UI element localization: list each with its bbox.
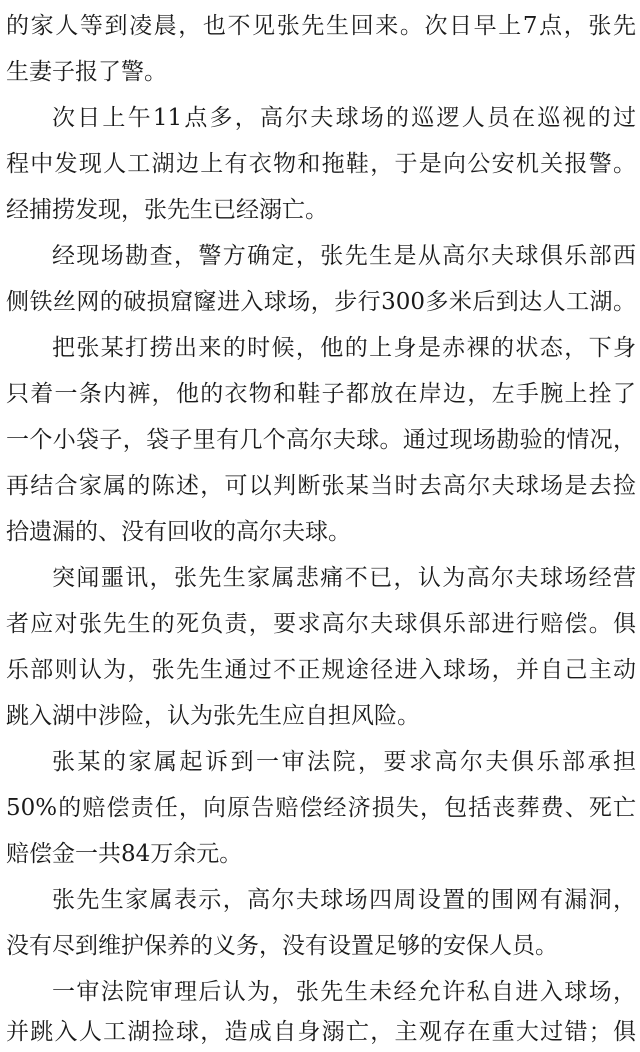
text-line: 50%的赔偿责任，向原告赔偿经济损失，包括丧葬费、死亡 [6,795,636,821]
text-line: 突闻噩讯，张先生家属悲痛不已，认为高尔夫球场经营 [52,565,636,591]
text-line: 程中发现人工湖边上有衣物和拖鞋，于是向公安机关报警。 [6,151,636,177]
text-line: 一审法院审理后认为，张先生未经允许私自进入球场， [52,979,636,1005]
text-line: 拾遗漏的、没有回收的高尔夫球。 [6,519,351,545]
text-line: 张先生家属表示，高尔夫球场四周设置的围网有漏洞， [52,887,636,913]
text-line: 把张某打捞出来的时候，他的上身是赤裸的状态，下身 [52,335,636,361]
text-line: 赔偿金一共84万余元。 [6,841,243,867]
text-line: 再结合家属的陈述，可以判断张某当时去高尔夫球场是去捡 [6,473,636,499]
text-line: 一个小袋子，袋子里有几个高尔夫球。通过现场勘验的情况， [6,427,636,453]
text-line: 张某的家属起诉到一审法院，要求高尔夫俱乐部承担 [52,749,636,775]
text-line: 者应对张先生的死负责，要求高尔夫球俱乐部进行赔偿。俱 [6,611,636,637]
text-line: 只着一条内裤，他的衣物和鞋子都放在岸边，左手腕上拴了 [6,381,636,407]
text-line: 没有尽到维护保养的义务，没有设置足够的安保人员。 [6,933,558,959]
text-line: 跳入湖中涉险，认为张先生应自担风险。 [6,703,420,729]
text-line: 次日上午11点多，高尔夫球场的巡逻人员在巡视的过 [52,105,636,131]
text-line: 侧铁丝网的破损窟窿进入球场，步行300多米后到达人工湖。 [6,289,636,315]
text-line: 经捕捞发现，张先生已经溺亡。 [6,197,328,223]
text-line: 并跳入人工湖捡球，造成自身溺亡，主观存在重大过错；俱 [6,1019,636,1045]
text-line: 生妻子报了警。 [6,59,167,85]
text-line: 经现场勘查，警方确定，张先生是从高尔夫球俱乐部西 [52,243,636,269]
text-line: 的家人等到凌晨，也不见张先生回来。次日早上7点，张先 [6,13,636,39]
text-line: 乐部则认为，张先生通过不正规途径进入球场，并自己主动 [6,657,636,683]
